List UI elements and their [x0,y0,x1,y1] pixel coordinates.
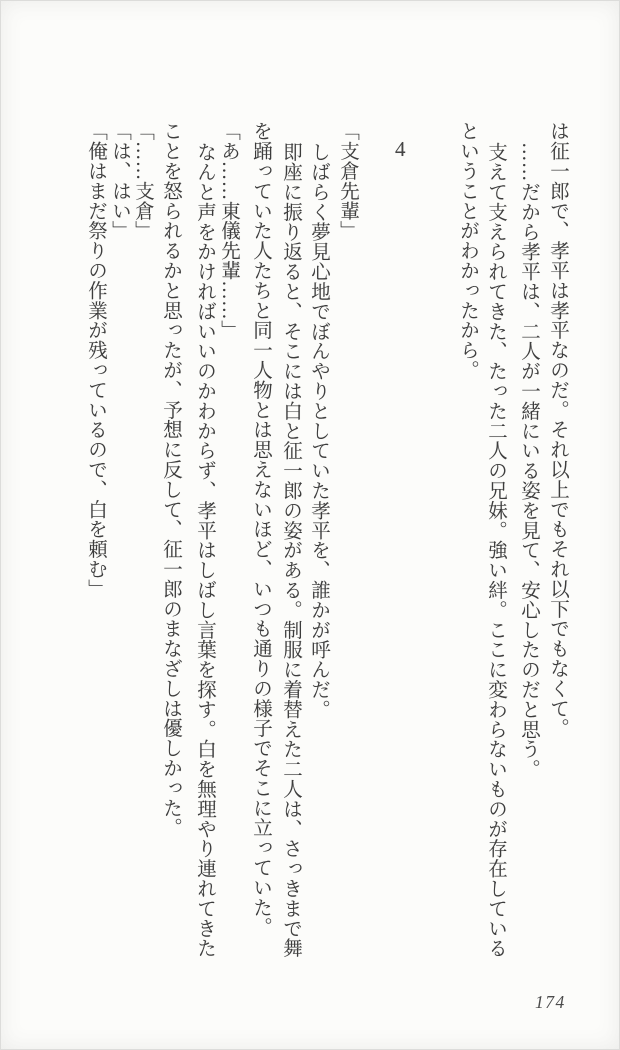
text-column-6: しばらく夢見心地でぼんやりとしていた孝平を、誰かが呼んだ。 [308,142,329,720]
text-column-1: は征一郎で、孝平は孝平なのだ。それ以上でもそれ以下でもなくて。 [547,121,568,738]
text-column-5-dialogue: 「支倉先輩」 [337,121,358,241]
text-column-10: なんと声をかければいいのかわからず、孝平はしばし言葉を探す。白を無理やり連れてきた [194,142,215,958]
text-column-8: を踊っていた人たちと同一人物とは思えないほど、いつも通りの様子でそこに立っていた。 [250,121,271,937]
section-number: 4 [395,137,406,161]
text-column-4: ということがわかったから。 [457,121,478,380]
text-column-13-dialogue: 「は、はい」 [109,121,130,241]
text-column-11: ことを怒られるかと思ったが、予想に反して、征一郎のまなざしは優しかった。 [160,121,181,838]
text-column-12-dialogue: 「……支倉」 [132,121,153,241]
text-column-14-dialogue: 「俺はまだ祭りの作業が残っているので、白を頼む」 [85,121,106,599]
text-column-7: 即座に振り返ると、そこには白と征一郎の姿がある。制服に着替えた二人は、さっきまで舞 [280,142,301,958]
text-column-3: 支えて支えられてきた、たった二人の兄妹。強い絆。ここに変わらないものが存在している [485,142,506,958]
text-column-2: ……だから孝平は、二人が一緒にいる姿を見て、安心したのだと思う。 [518,142,539,779]
text-column-9-dialogue: 「あ……東儀先輩……」 [218,121,239,340]
page-number: 174 [535,992,566,1012]
